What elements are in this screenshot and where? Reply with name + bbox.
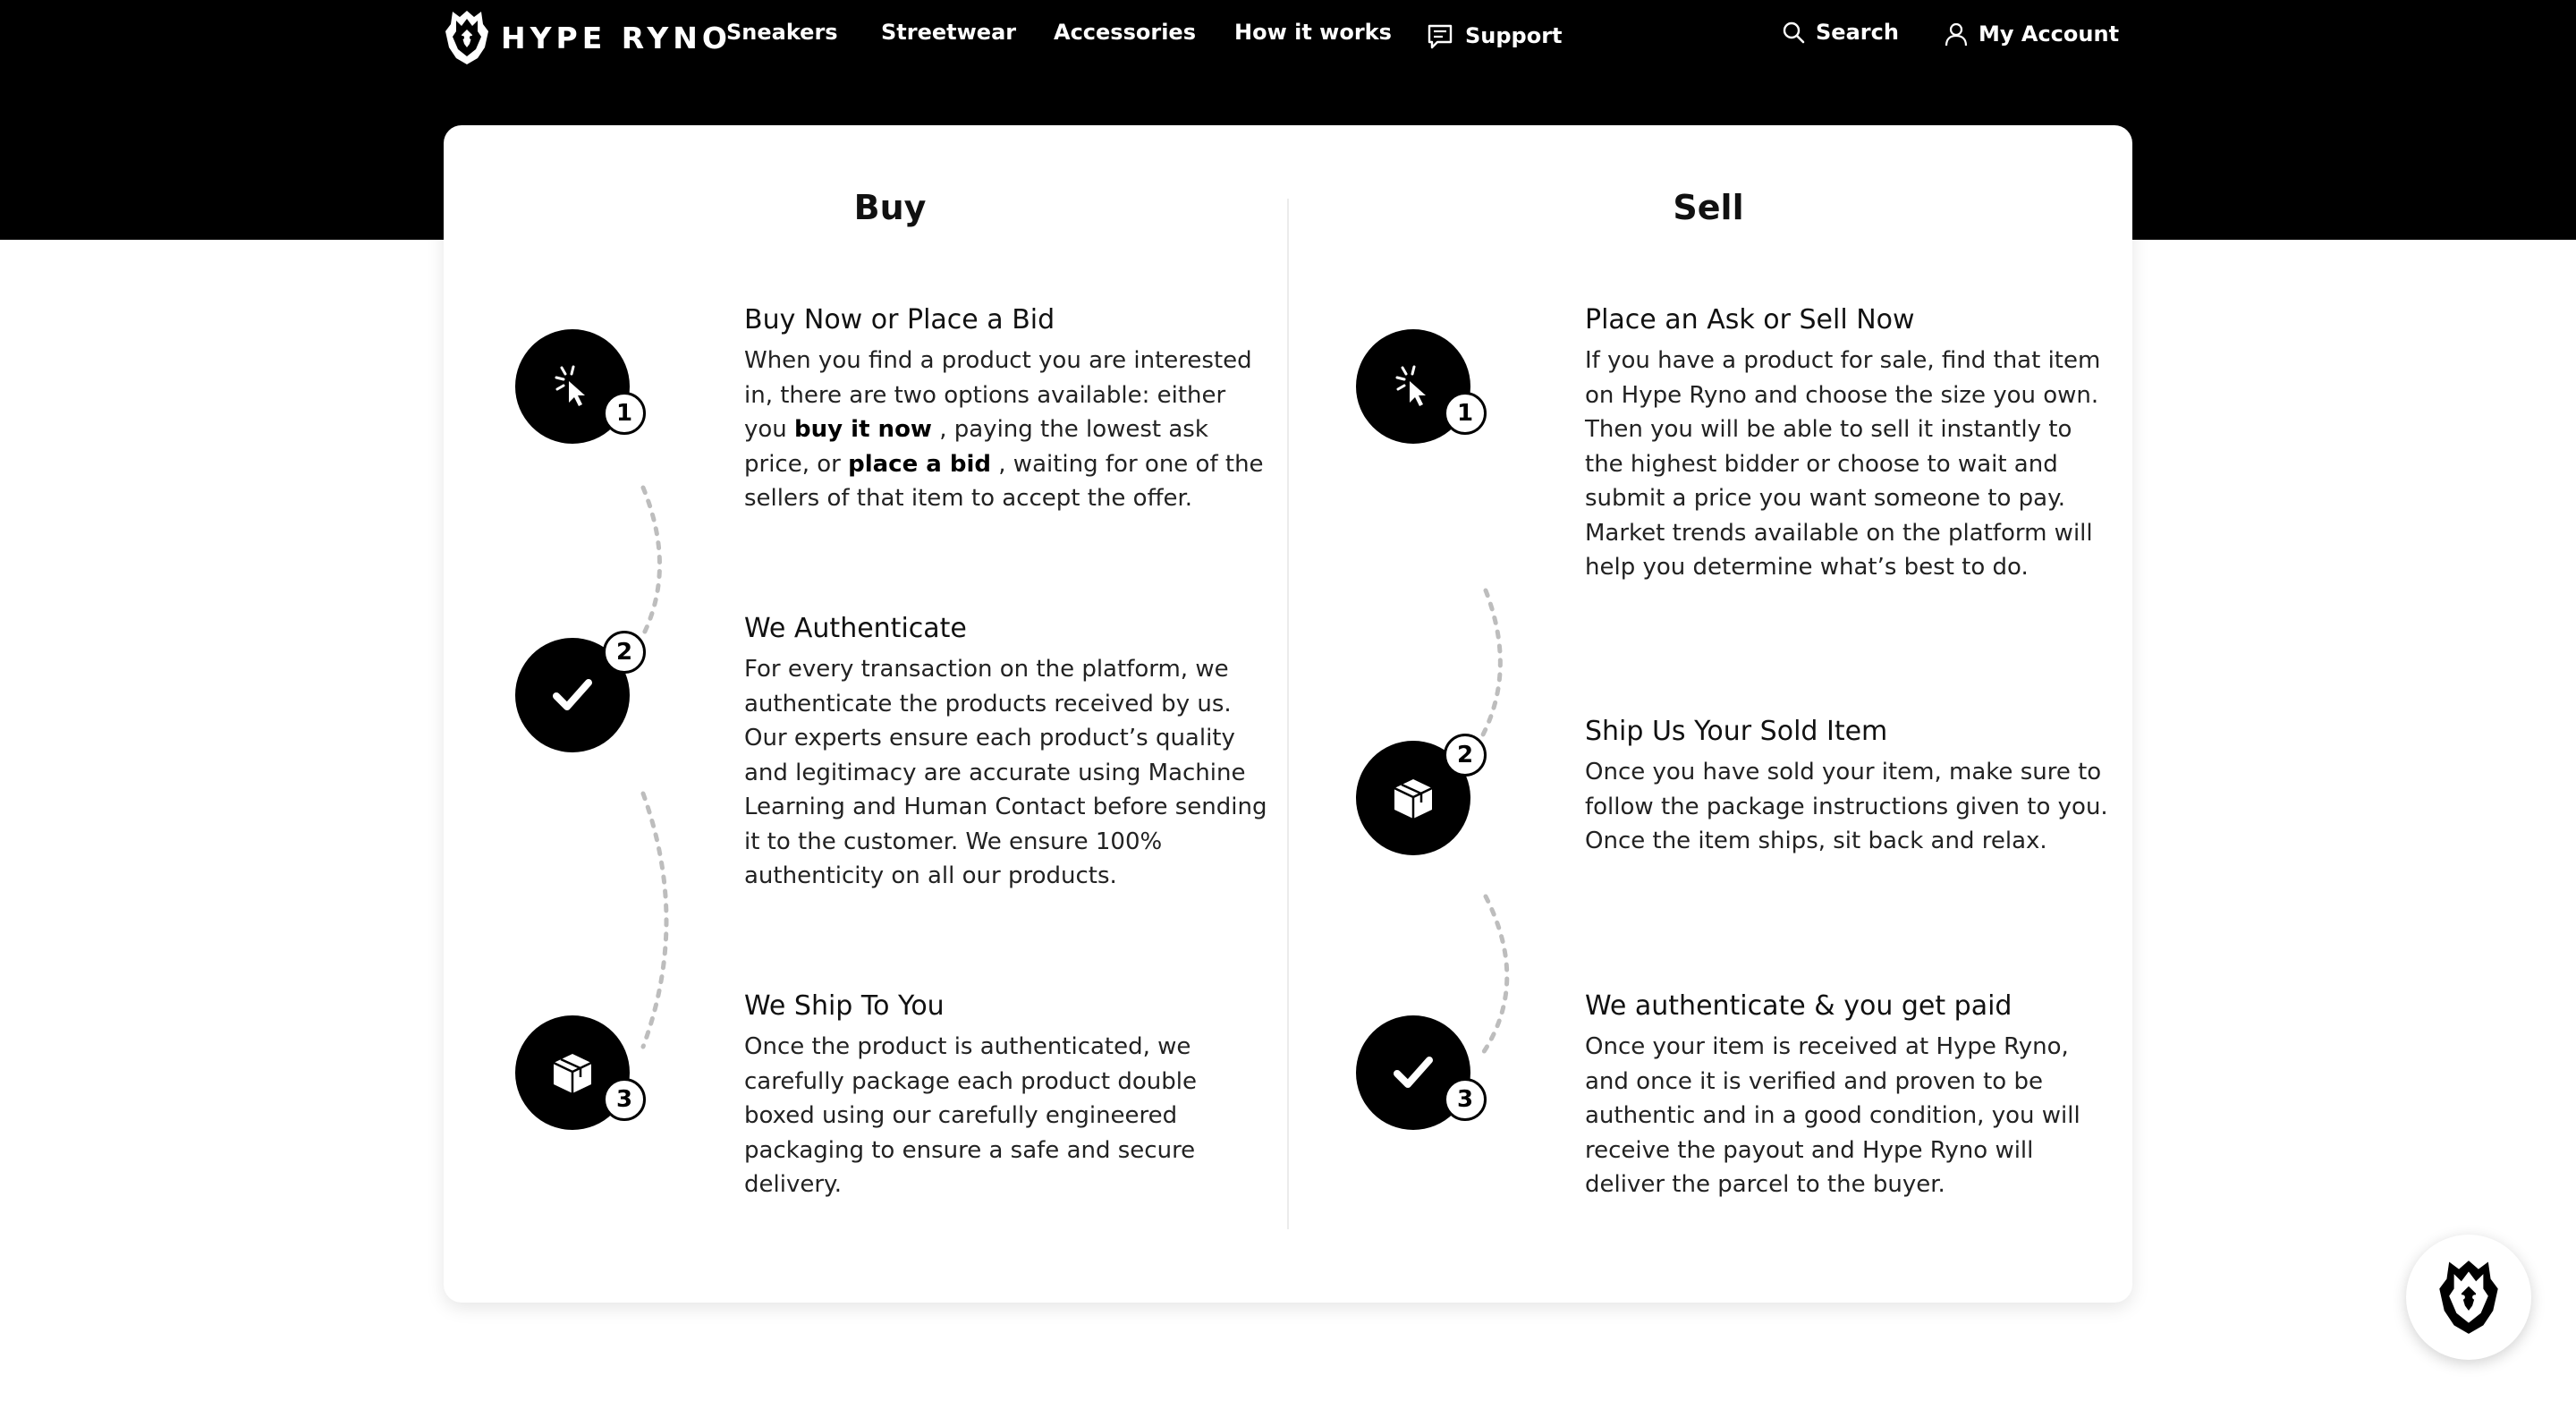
sell-step-2-description: Once you have sold your item, make sure to follow the package instructions given to you. Once the item ships, sit back and relax. — [1585, 759, 2108, 854]
nav-support[interactable] — [1426, 21, 1563, 50]
buy-step-2-title: We Authenticate — [744, 613, 967, 644]
sell-step-1-icon — [1356, 329, 1474, 444]
sell-step-3-icon — [1356, 1015, 1474, 1130]
step-number-badge: 1 — [603, 392, 646, 435]
sell-step-1 — [1585, 302, 2108, 585]
my-account-button[interactable] — [1945, 21, 2119, 47]
sell-step-2-title: Ship Us Your Sold Item — [1585, 716, 1888, 747]
buy-step-2 — [744, 611, 1267, 894]
search-icon — [1782, 21, 1805, 44]
package-icon — [1391, 776, 1436, 820]
brand-name: HYPE RYNO — [501, 20, 732, 55]
column-divider — [1287, 199, 1289, 1229]
my-account-label: My Account — [1979, 21, 2120, 47]
chat-icon — [1426, 21, 1454, 50]
step-number-badge: 3 — [1444, 1078, 1487, 1121]
buy-step-2-description: For every transaction on the platform, we authenticate the products received by us. Our experts ensure each product’s quality and legitimacy are accurate using Machine Learning and Human Contact before sending it to the customer. We ensure 100% authenticity on all our products. — [744, 656, 1267, 889]
step-number-badge: 2 — [603, 631, 646, 674]
cursor-click-icon — [1392, 365, 1435, 408]
step-number-badge: 1 — [1444, 392, 1487, 435]
rhino-chat-icon — [2431, 1257, 2506, 1337]
buy-step-3-description: Once the product is authenticated, we carefully package each product double boxed using our carefully engineered packaging to ensure a safe and secure delivery. — [744, 1033, 1197, 1198]
user-icon — [1945, 21, 1968, 47]
buy-step-2-icon — [515, 638, 633, 752]
how-it-works-card — [444, 125, 2132, 1303]
buy-step-3-title: We Ship To You — [744, 990, 945, 1022]
buy-it-now-emphasis: buy it now — [794, 416, 932, 443]
search-button[interactable] — [1782, 20, 1899, 45]
buy-step-1 — [744, 302, 1267, 516]
rhino-icon — [442, 8, 492, 67]
nav-streetwear[interactable]: Streetwear — [881, 20, 1017, 45]
buy-step-1-title: Buy Now or Place a Bid — [744, 304, 1055, 335]
brand-logo[interactable] — [442, 7, 732, 68]
sell-step-3 — [1585, 989, 2108, 1202]
search-label: Search — [1816, 20, 1899, 45]
nav-support-label: Support — [1465, 23, 1563, 48]
nav-how-it-works[interactable]: How it works — [1234, 20, 1392, 45]
checkmark-icon — [1394, 1055, 1433, 1091]
checkmark-icon — [553, 677, 592, 713]
sell-column-title: Sell — [1673, 188, 1744, 227]
top-navigation — [0, 0, 2576, 75]
sell-step-2-icon — [1356, 741, 1474, 855]
sell-step-3-description: Once your item is received at Hype Ryno, and once it is verified and proven to be authentic and in a good condition, you will receive the payout and Hype Ryno will deliver the parcel to the buyer. — [1585, 1033, 2080, 1198]
buy-step-3 — [744, 989, 1267, 1202]
buy-step-1-description: When you find a product you are interested in, there are two options available: either you buy it now , paying the lowest ask price, or place a bid , waiting for one of the sellers of that item to accept the offer. — [744, 347, 1264, 512]
step-number-badge: 3 — [603, 1078, 646, 1121]
nav-sneakers[interactable]: Sneakers — [726, 20, 838, 45]
nav-accessories[interactable]: Accessories — [1054, 20, 1196, 45]
buy-step-1-icon — [515, 329, 633, 444]
sell-step-3-title: We authenticate & you get paid — [1585, 990, 2012, 1022]
sell-step-1-title: Place an Ask or Sell Now — [1585, 304, 1915, 335]
chat-widget-button[interactable] — [2406, 1235, 2531, 1360]
sell-step-2 — [1585, 714, 2108, 859]
buy-step-3-icon — [515, 1015, 633, 1130]
package-icon — [550, 1050, 595, 1095]
cursor-click-icon — [551, 365, 594, 408]
sell-step-1-description: If you have a product for sale, find that item on Hype Ryno and choose the size you own. Then you will be able to sell it instantly to the highest bidder or choose to wait and submit a price you want someone to pay. Market trends available on the platform will help you determine what’s best to do. — [1585, 347, 2101, 581]
step-number-badge: 2 — [1444, 734, 1487, 777]
buy-column-title: Buy — [853, 188, 927, 227]
place-a-bid-emphasis: place a bid — [848, 450, 992, 478]
